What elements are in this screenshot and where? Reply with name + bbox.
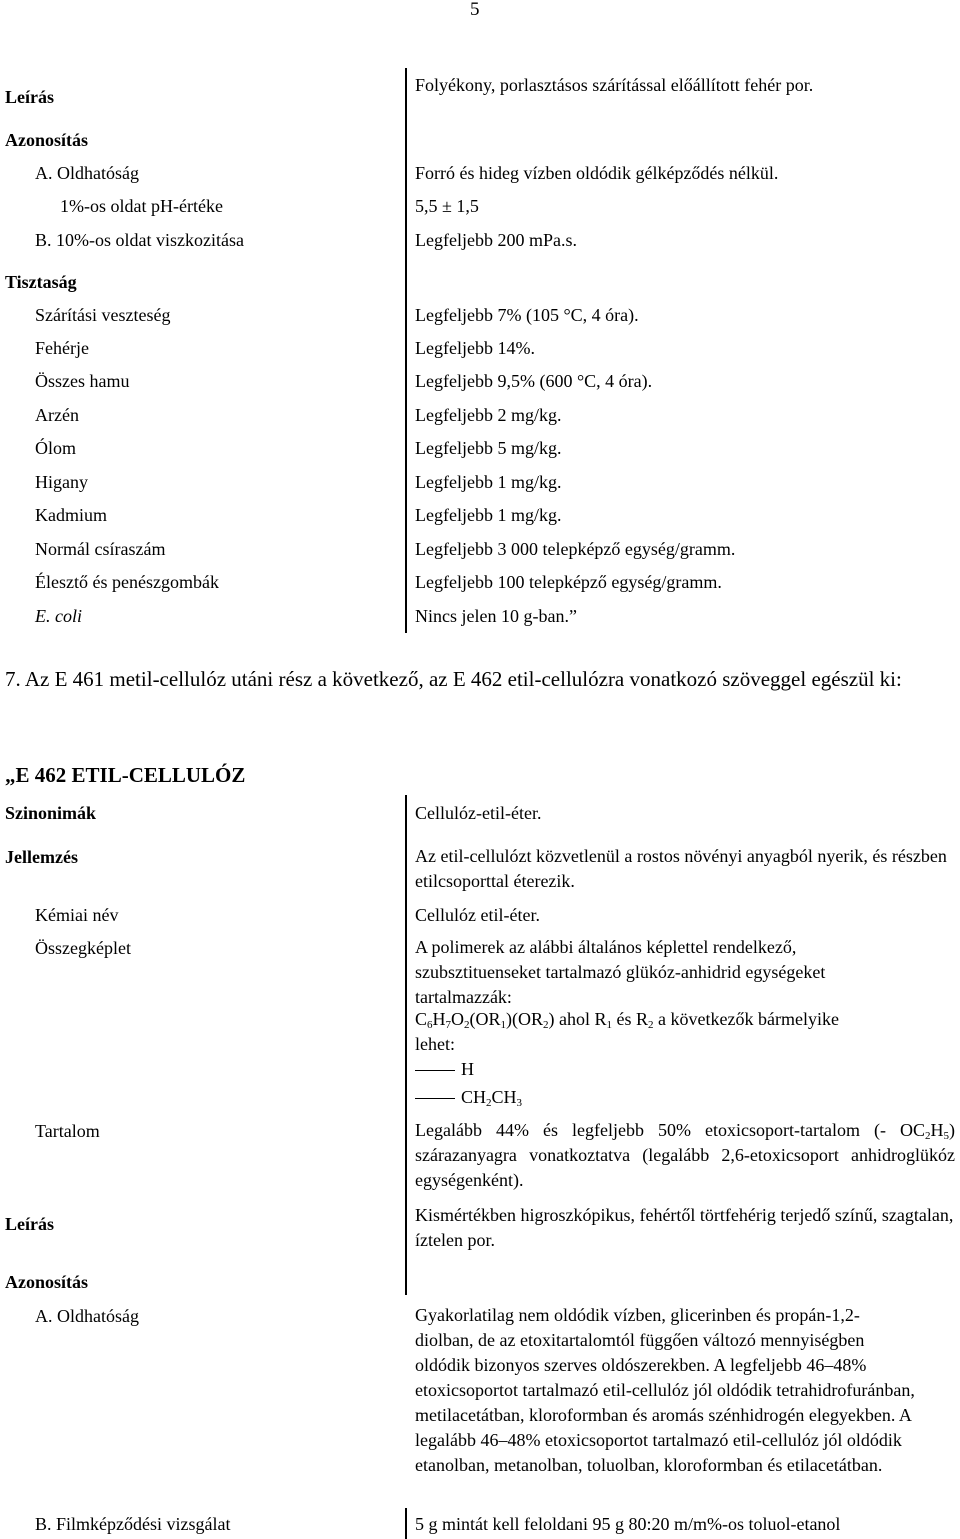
general-formula: $C_6H_7O_2(OR_1)(OR_2)$ ahol $R_1$ és $R_2$ a következők bármelyike <box>415 1009 839 1031</box>
dash-bond <box>415 1070 455 1071</box>
purity-row-label: Élesztő és penészgombák <box>35 572 219 592</box>
viszkozitas-value: Legfeljebb 200 mPa.s. <box>415 230 577 250</box>
column-divider <box>405 68 407 633</box>
oldhatosag-value: Forró és hideg vízben oldódik gélképződés nélkül. <box>415 163 779 183</box>
purity-row-label: Kadmium <box>35 505 107 525</box>
column-divider <box>405 795 407 1295</box>
purity-row-label: Higany <box>35 472 88 492</box>
tartalom-value: Legalább 44% és legfeljebb 50% etoxicsoport-tartalom (- $OC_2H_5$) szárazanyagra vonatkoztatva (legalább 2,6-etoxicsoport anhidroglükóz egységenként). <box>415 1120 956 1190</box>
section-title: „E 462 ETIL-CELLULÓZ <box>5 763 246 787</box>
leiras-label: Leírás <box>5 87 54 107</box>
filmkepzodes-value: 5 g mintát kell feloldani 95 g 80:20 m/m%-os toluol-etanol <box>415 1514 841 1534</box>
viszkozitas-label: B. 10%-os oldat viszkozitása <box>35 230 244 250</box>
kemiai-nev-value: Cellulóz etil-éter. <box>415 905 540 925</box>
purity-row-value: Nincs jelen 10 g-ban.” <box>415 606 577 626</box>
dash-bond <box>415 1098 455 1099</box>
purity-row-label: Arzén <box>35 405 79 425</box>
azonositas-label: Azonosítás <box>5 130 89 150</box>
purity-row-value: Legfeljebb 2 mg/kg. <box>415 405 562 425</box>
purity-row-value: Legfeljebb 100 telepképző egység/gramm. <box>415 572 722 592</box>
purity-row-value: Legfeljebb 5 mg/kg. <box>415 438 562 458</box>
osszegkeplet-text: A polimerek az alábbi általános képlettel rendelkező, szubsztituenseket tartalmazó glükóz-anhidrid egységeket tartalmazzák: <box>415 937 826 1007</box>
filmkepzodes-label: B. Filmképződési vizsgálat <box>35 1514 231 1534</box>
amendment-paragraph: 7. Az E 461 metil-cellulóz utáni rész a következő, az E 462 etil-cellulózra vonatkozó szöveggel egészül ki: <box>5 667 902 691</box>
kemiai-nev-label: Kémiai név <box>35 905 119 925</box>
page-number: 5 <box>470 0 480 20</box>
ph-value: 5,5 ± 1,5 <box>415 196 479 216</box>
purity-row-value: Legfeljebb 14%. <box>415 338 535 358</box>
szinonimak-value: Cellulóz-etil-éter. <box>415 803 542 823</box>
jellemzes-label: Jellemzés <box>5 847 78 867</box>
szinonimak-label: Szinonimák <box>5 803 97 823</box>
azonositas-label-2: Azonosítás <box>5 1272 89 1292</box>
substituent-option-ethyl: $CH_2CH_3$ <box>415 1088 522 1106</box>
oldhatosag-value-2: Gyakorlatilag nem oldódik vízben, glicerinben és propán-1,2-diolban, de az etoxitartalomtól függően változó mennyiségben oldódik bizonyos szerves oldószerekben. A legfeljebb 46–48% etoxicsoportot tartalmazó etil-cellulóz jól oldódik tetrahidrofuránban, metilacetátban, kloroformban és aromás szénhidrogén elegyekben. A legalább 46–48% etoxicsoportot tartalmazó etil-cellulóz jól oldódik etanolban, metanolban, toluolban, kloroformban és etilacetátban. <box>415 1305 915 1475</box>
purity-row-label: Összes hamu <box>35 371 130 391</box>
leiras-label-2: Leírás <box>5 1214 54 1234</box>
column-divider <box>405 1508 407 1539</box>
oldhatosag-label: A. Oldhatóság <box>35 163 139 183</box>
substituent-option-h: H <box>415 1060 474 1078</box>
purity-row-value: Legfeljebb 7% (105 °C, 4 óra). <box>415 305 639 325</box>
purity-row-value: Legfeljebb 1 mg/kg. <box>415 472 562 492</box>
tartalom-label: Tartalom <box>35 1121 100 1141</box>
leiras-value-2: Kismértékben higroszkópikus, fehértől törtfehérig terjedő színű, szagtalan, íztelen por. <box>415 1205 954 1250</box>
formula-lehet: lehet: <box>415 1034 455 1054</box>
jellemzes-value: Az etil-cellulózt közvetlenül a rostos növényi anyagból nyerik, és részben etilcsoporttal éterezik. <box>415 846 947 891</box>
ph-label: 1%-os oldat pH-értéke <box>60 196 223 216</box>
purity-row-label: E. coli <box>35 606 82 626</box>
purity-row-value: Legfeljebb 3 000 telepképző egység/gramm. <box>415 539 736 559</box>
purity-row-label: Fehérje <box>35 338 89 358</box>
purity-row-label: Szárítási veszteség <box>35 305 171 325</box>
purity-row-value: Legfeljebb 9,5% (600 °C, 4 óra). <box>415 371 653 391</box>
leiras-value: Folyékony, porlasztásos szárítással előállított fehér por. <box>415 75 814 95</box>
oldhatosag-label-2: A. Oldhatóság <box>35 1306 139 1326</box>
purity-row-label: Normál csíraszám <box>35 539 166 559</box>
tisztasag-label: Tisztaság <box>5 272 77 292</box>
purity-row-value: Legfeljebb 1 mg/kg. <box>415 505 562 525</box>
purity-row-label: Ólom <box>35 438 77 458</box>
osszegkeplet-label: Összegképlet <box>35 938 131 958</box>
